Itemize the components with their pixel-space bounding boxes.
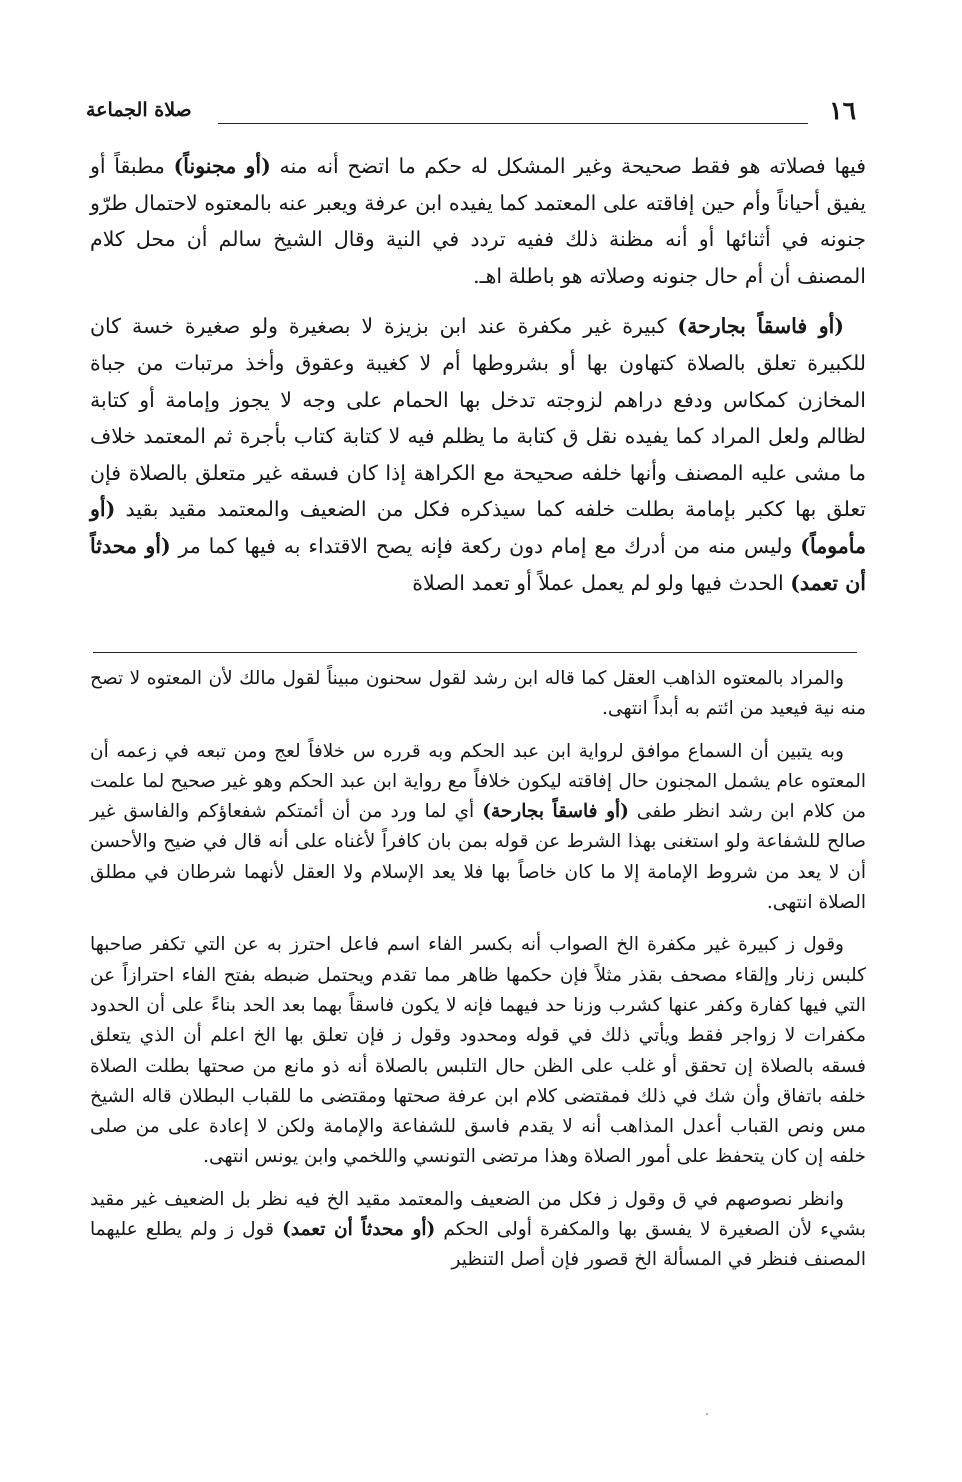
footnotes bbox=[90, 664, 866, 1276]
main-paragraph-2: (أو فاسقاً بجارحة) كبيرة غير مكفرة عند ابن بزيزة لا بصغيرة ولو صغيرة خسة كان للكبيرة تعلق بالصلاة كتهاون بها أو بشروطها أم لا كغيبة وعقوق وأخذ مرتبات من جباة المخازن كمكاس ودفع دراهم لزوجته تدخل بها الحمام على وجه لا يجوز وإمامة أو كتابة لظالم ولعل المراد كما يفيده نقل ق كتابة ما يظلم فيه لا كتابة كتاب بأجرة ثم المعتمد خلاف ما مشى عليه المصنف وأنها خلفه صحيحة مع الكراهة إذا كان فسقه غير متعلق بالصلاة فإن تعلق بها ككبر بإمامة بطلت خلفه كما سيذكره فكل من الضعيف والمعتمد مقيد بقيد (أو مأموماً) وليس منه من أدرك مع إمام دون ركعة فإنه يصح الاقتداء به فيها كما مر (أو محدثاً أن تعمد) الحدث فيها ولو لم يعمل عملاً أو تعمد الصلاة bbox=[90, 314, 866, 595]
footnote-paragraph-3: وقول ز كبيرة غير مكفرة الخ الصواب أنه بكسر الفاء اسم فاعل احترز به عن التي تكفر صاحبها كلبس زنار وإلقاء مصحف بقذر مثلاً فإن حكمها ظاهر مما تقدم ويحتمل ضبطه بفتح الفاء احترازاً عن التي فيها كفارة وكفر عنها كشرب وزنا حد فيهما فإنه لا يكون فاسقاً بهما بعد الحد بناءً على أن الحدود مكفرات لا زواجر فقط ويأتي ذلك في قوله ومحدود وقول ز فإن تعلق بها الخ اعلم أن الذي يتعلق فسقه بالصلاة إن تحقق أو غلب على الظن حال التلبس بالصلاة أنه ذو مانع من صحتها بطلت الصلاة خلفه باتفاق وأن شك في ذلك فمقتضى كلام ابن عرفة صحتها ومقتضى ما للقباب البطلان قاله الشيخ مس ونص القباب أعدل المذاهب أنه لا يقدم فاسق للشفاعة والإمامة ولكن لا إعادة على من صلى خلفه إن كان يتحفظ على أمور الصلاة وهذا مرتضى التونسي واللخمي وابن يونس انتهى. bbox=[90, 934, 866, 1168]
scan-speck bbox=[706, 1413, 708, 1415]
matn-phrase-mamuman: (أو مأموماً) bbox=[90, 497, 866, 558]
footnote-separator bbox=[93, 652, 857, 653]
footnote-paragraph-4: وانظر نصوصهم في ق وقول ز فكل من الضعيف والمعتمد مقيد الخ فيه نظر بل الضعيف غير مقيد بشيء لأن الصغيرة لا يفسق بها والمكفرة أولى الحكم (أو محدثاً أن تعمد) قول ز ولم يطلع عليهما المصنف فنظر في المسألة الخ قصور فإن أصل التنظير bbox=[90, 1188, 866, 1271]
footnote-paragraph-1: والمراد بالمعتوه الذاهب العقل كما قاله ابن رشد لقول سحنون مبيناً لقول مالك لأن المعتوه لا تصح منه نية فيعيد من ائتم به أبداً انتهى. bbox=[90, 668, 866, 720]
running-title: صلاة الجماعة bbox=[86, 99, 192, 121]
matn-phrase-muhdithan: (أو محدثاً أن تعمد) bbox=[90, 533, 866, 595]
page-number: ١٦ bbox=[829, 96, 856, 125]
matn-phrase-fasiqan: (أو فاسقاً بجارحة) bbox=[677, 314, 844, 339]
footnote-phrase-muhdithan: (أو محدثاً أن تعمد) bbox=[282, 1219, 436, 1241]
main-text bbox=[90, 148, 866, 601]
footnote-paragraph-2: وبه يتبين أن السماع موافق لرواية ابن عبد الحكم وبه قرره س خلافاً لعج ومن تبعه في زعمه أن المعتوه عام يشمل المجنون حال إفاقته ليكون خلافاً مع رواية ابن عبد الحكم وهو غير صحيح لما علمت من كلام ابن رشد انظر طفى (أو فاسقاً بجارحة) أي لما ورد من أن أئمتكم شفعاؤكم والفاسق غير صالح للشفاعة ولو استغنى بهذا الشرط عن قوله بمن بان كافراً لأغناه على أنه قال في ضيح والأحسن أن لا يعد من شروط الإمامة إلا ما كان خاصاً بها فلا يعد الإسلام ولا العقل لأنهما شرطان في مطلق الصلاة انتهى. bbox=[90, 740, 866, 914]
header-rule bbox=[218, 123, 808, 124]
page-header bbox=[86, 96, 864, 132]
main-paragraph-1: فيها فصلاته هو فقط صحيحة وغير المشكل له حكم ما اتضح أنه منه (أو مجنوناً) مطبقاً أو يفيق أحياناً وأم حين إفاقته على المعتمد كما يفيده ابن عرفة ويعبر عنه بالمعتوه لاحتمال طرّو جنونه في أثنائها أو أنه مظنة ذلك ففيه تردد في النية وقال الشيخ سالم أن محل كلام المصنف أن أم حال جنونه وصلاته هو باطلة اهـ. bbox=[90, 154, 867, 288]
footnote-phrase-fasiqan: (أو فاسقاً بجارحة) bbox=[482, 801, 629, 823]
matn-phrase-majnunan: (أو مجنوناً) bbox=[173, 154, 271, 178]
